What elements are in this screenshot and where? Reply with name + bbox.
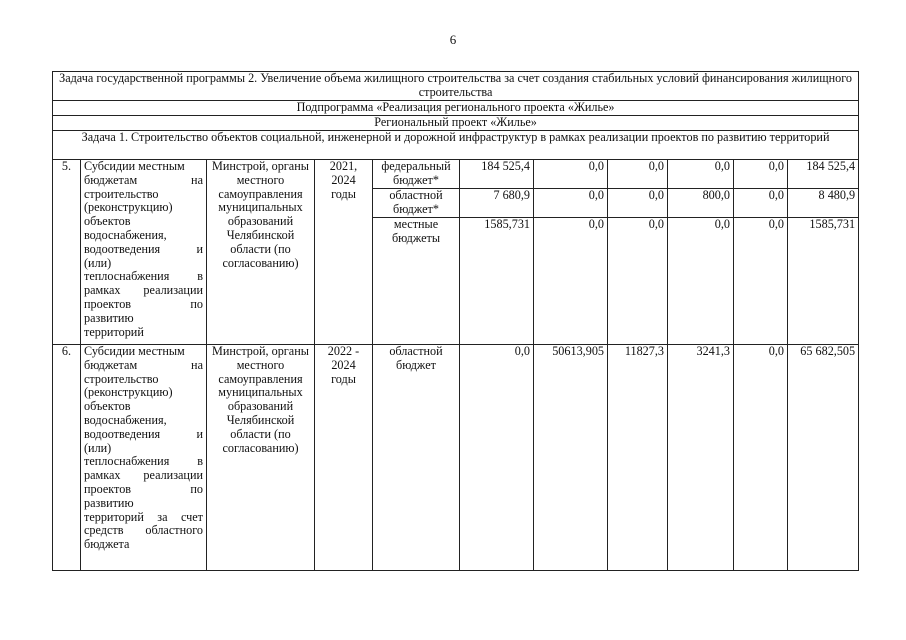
measure-name-line: бюджетам на xyxy=(84,172,203,187)
subprogram-banner: Подпрограмма «Реализация регионального проекта «Жилье» xyxy=(53,101,859,116)
regional-project-banner: Региональный проект «Жилье» xyxy=(53,116,859,131)
value-cell: 0,0 xyxy=(608,189,668,218)
measure-name-line: водоотведения и xyxy=(84,241,203,256)
budget-table xyxy=(52,71,859,571)
measure-name-line: водоотведения и xyxy=(84,426,203,441)
years: 2021, 2024 годы xyxy=(315,160,373,345)
table-row xyxy=(53,345,859,571)
measure-name-line: объектов xyxy=(84,214,131,229)
value-cell: 0,0 xyxy=(734,160,788,189)
task1-banner: Задача 1. Строительство объектов социальной, инженерной и дорожной инфраструктур в рамках реализации проектов по развитию территорий xyxy=(53,131,859,160)
measure-name-line: бюджета xyxy=(84,537,130,552)
measure-name-line: Субсидии местным xyxy=(84,159,185,173)
measure-name-line: проектов по xyxy=(84,296,203,311)
value-cell: 0,0 xyxy=(734,218,788,345)
value-cell: 0,0 xyxy=(534,189,608,218)
measure-name-line: территорий за счет xyxy=(84,509,203,524)
measure-name-line: средств областного xyxy=(84,523,203,538)
measure-name-line: рамках реализации xyxy=(84,468,203,483)
measure-name-line: теплоснабжения в xyxy=(84,269,203,284)
value-cell: 0,0 xyxy=(668,160,734,189)
measure-name-line: территорий xyxy=(84,324,144,339)
measure-name-line: (или) xyxy=(84,255,112,270)
measure-name xyxy=(81,160,207,345)
value-total-cell: 8 480,9 xyxy=(788,189,859,218)
value-cell: 184 525,4 xyxy=(460,160,534,189)
measure-name-line: (или) xyxy=(84,440,112,455)
funding-source: областной бюджет* xyxy=(373,189,460,218)
executor: Минстрой, органы местного самоуправления муниципальных образований Челябинской области (по согласованию) xyxy=(207,160,315,345)
measure-name-line: (реконструкцию) xyxy=(84,385,173,400)
funding-source: местные бюджеты xyxy=(373,218,460,345)
measure-name-line: (реконструкцию) xyxy=(84,200,173,215)
value-total-cell: 1585,731 xyxy=(788,218,859,345)
measure-name-line: развитию xyxy=(84,310,134,325)
value-cell: 11827,3 xyxy=(608,345,668,571)
value-cell: 7 680,9 xyxy=(460,189,534,218)
row-number: 5. xyxy=(53,160,81,345)
value-cell: 0,0 xyxy=(734,345,788,571)
value-cell: 1585,731 xyxy=(460,218,534,345)
task-gp-banner: Задача государственной программы 2. Увеличение объема жилищного строительства за счет создания стабильных условий финансирования жилищного строительства xyxy=(53,72,859,101)
measure-name-line: строительство xyxy=(84,371,159,386)
measure-name-line: строительство xyxy=(84,186,159,201)
value-cell: 0,0 xyxy=(460,345,534,571)
measure-name-line: бюджетам на xyxy=(84,357,203,372)
table-row xyxy=(53,160,859,189)
measure-name-line: рамках реализации xyxy=(84,283,203,298)
measure-name-line: Субсидии местным xyxy=(84,344,185,358)
funding-source: областной бюджет xyxy=(373,345,460,571)
value-cell: 0,0 xyxy=(534,218,608,345)
value-cell: 0,0 xyxy=(534,160,608,189)
value-cell: 800,0 xyxy=(668,189,734,218)
value-cell: 0,0 xyxy=(668,218,734,345)
value-cell: 50613,905 xyxy=(534,345,608,571)
measure-name-line: объектов xyxy=(84,399,131,414)
measure-name-line: теплоснабжения в xyxy=(84,454,203,469)
page-number: 6 xyxy=(449,32,457,47)
row-number: 6. xyxy=(53,345,81,571)
measure-name-line: водоснабжения, xyxy=(84,412,167,427)
funding-source: федеральный бюджет* xyxy=(373,160,460,189)
value-cell: 0,0 xyxy=(608,160,668,189)
measure-name-line: водоснабжения, xyxy=(84,227,167,242)
value-total-cell: 65 682,505 xyxy=(788,345,859,571)
executor: Минстрой, органы местного самоуправления муниципальных образований Челябинской области (по согласованию) xyxy=(207,345,315,571)
measure-name-line: развитию xyxy=(84,495,134,510)
value-total-cell: 184 525,4 xyxy=(788,160,859,189)
measure-name-line: проектов по xyxy=(84,481,203,496)
measure-name xyxy=(81,345,207,571)
value-cell: 0,0 xyxy=(608,218,668,345)
value-cell: 0,0 xyxy=(734,189,788,218)
budget-table-sheet xyxy=(52,71,858,571)
years: 2022 - 2024 годы xyxy=(315,345,373,571)
value-cell: 3241,3 xyxy=(668,345,734,571)
